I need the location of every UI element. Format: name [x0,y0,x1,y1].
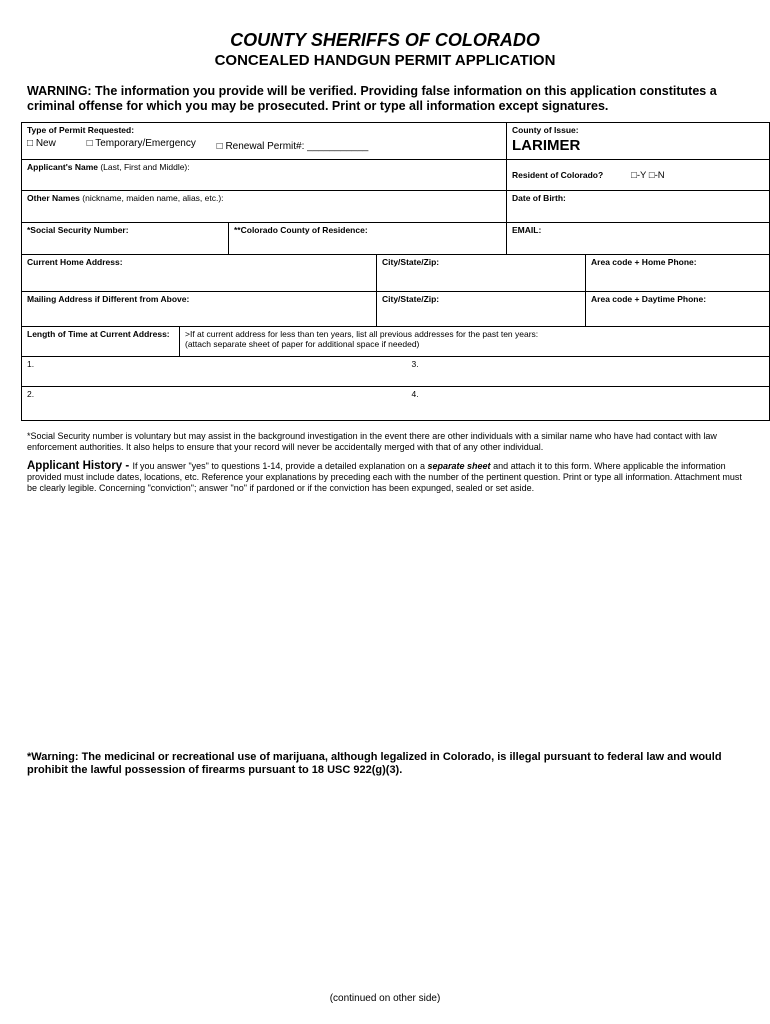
county-residence-field[interactable] [229,223,507,255]
previous-address-1[interactable] [22,357,377,387]
county-issue-label: County of Issue: [512,125,579,135]
permit-new-checkbox[interactable]: □ New [27,138,56,149]
mailing-address-field[interactable] [22,292,377,327]
home-phone-label: Area code + Home Phone: [591,257,697,267]
previous-address-4-number: 4. [411,389,419,399]
previous-address-3[interactable] [377,357,770,387]
email-label: EMAIL: [512,225,542,235]
daytime-phone-label: Area code + Daytime Phone: [591,294,707,304]
history-intro-text-b: and attach it to this form. Where applicable the information provided must include dates, locations, etc. Reference your explanations by preceding each with the number of the pertinent question. Print or type all information. Attachment must be clearly legible. Concerning "conviction"; answer "no" if pardoned or if the conviction has been expunged, sealed or set aside. [27,461,742,493]
continued-note: (continued on other side) [329,993,441,1004]
other-names-hint: (nickname, maiden name, alias, etc.): [79,193,224,203]
length-at-address-field[interactable] [22,327,180,357]
dob-field[interactable] [507,191,770,223]
previous-addresses-note-line2: (attach separate sheet of paper for additional space if needed) [185,339,420,349]
mailing-address-label: Mailing Address if Different from Above: [27,294,190,304]
ssn-field[interactable] [22,223,229,255]
previous-address-2[interactable] [22,387,377,421]
home-phone-field[interactable] [586,255,770,292]
form-title: COUNTY SHERIFFS OF COLORADO [230,30,540,50]
other-names-label: Other Names [27,193,80,203]
resident-label: Resident of Colorado? [512,169,604,180]
resident-cell [507,160,770,191]
previous-address-1-number: 1. [27,359,35,369]
previous-addresses-note [180,327,770,357]
email-field[interactable] [507,223,770,255]
applicant-name-field[interactable] [22,160,507,191]
permit-type-cell [22,123,507,160]
home-city-label: City/State/Zip: [382,257,440,267]
applicant-info-table [21,122,770,421]
history-intro-text-a: If you answer "yes" to questions 1-14, provide a detailed explanation on a [132,461,428,471]
applicant-history-title: Applicant History - [27,460,133,472]
county-issue-cell [507,123,770,160]
history-intro-emphasis: separate sheet [427,461,491,471]
previous-addresses-note-line1: >If at current address for less than ten years, list all previous addresses for the past ten years: [185,329,539,339]
mailing-city-label: City/State/Zip: [382,294,440,304]
previous-address-2-number: 2. [27,389,35,399]
home-address-field[interactable] [22,255,377,292]
permit-type-label: Type of Permit Requested: [27,125,135,135]
resident-checkboxes[interactable]: □-Y □-N [631,169,665,181]
length-at-address-label: Length of Time at Current Address: [27,329,170,339]
county-residence-label: **Colorado County of Residence: [234,225,368,235]
ssn-note: *Social Security number is voluntary but may assist in the background investigation in the event there are other individuals with a similar name who have had contact with law enforcement authorities. It also helps to ensure that your record will never be accidentally merged with that of any other individual. [27,431,717,452]
false-info-warning: WARNING: The information you provide will be verified. Providing false information on this application constitutes a criminal offense for which you may be prosecuted. Print or type all information except signatures. [27,84,717,113]
home-address-label: Current Home Address: [27,257,123,267]
form-subtitle: CONCEALED HANDGUN PERMIT APPLICATION [214,52,556,69]
other-names-field[interactable] [22,191,507,223]
previous-address-3-number: 3. [411,359,419,369]
daytime-phone-field[interactable] [586,292,770,327]
marijuana-warning: *Warning: The medicinal or recreational use of marijuana, although legalized in Colorado, is illegal pursuant to federal law and would prohibit the lawful possession of firearms pursuant to 18 USC 922(g)(3). [27,751,722,776]
dob-label: Date of Birth: [512,193,566,203]
applicant-name-label: Applicant's Name [27,162,98,172]
permit-renewal-checkbox[interactable]: □ Renewal Permit#: ___________ [216,141,369,152]
mailing-city-field[interactable] [377,292,586,327]
ssn-label: *Social Security Number: [27,225,129,235]
previous-address-4[interactable] [377,387,770,421]
applicant-history-intro [27,461,747,494]
county-issue-value[interactable]: LARIMER [512,137,581,154]
applicant-name-hint: (Last, First and Middle): [97,162,190,172]
permit-temporary-checkbox[interactable]: □ Temporary/Emergency [86,138,196,149]
home-city-field[interactable] [377,255,586,292]
